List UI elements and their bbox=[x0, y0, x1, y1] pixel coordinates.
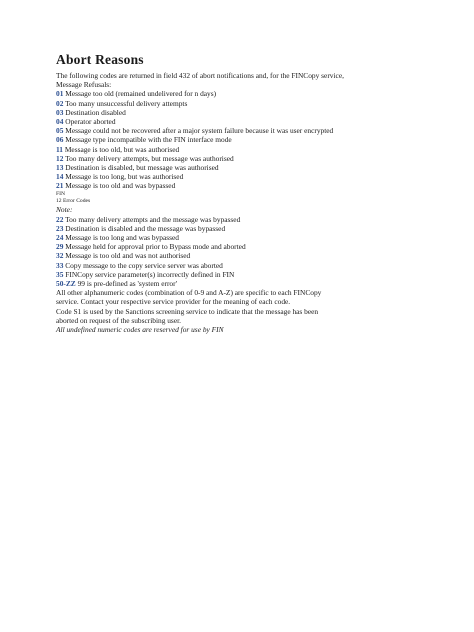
s1-code-line: aborted on request of the subscribing user. bbox=[56, 315, 181, 325]
code-item bbox=[56, 270, 456, 279]
code-number: 04 bbox=[56, 117, 64, 127]
code-item bbox=[56, 145, 456, 154]
intro-line: Message Refusals: bbox=[56, 80, 112, 90]
intro-line: The following codes are returned in field 432 of abort notifications and, for the FINCopy service, bbox=[56, 71, 344, 80]
code-text: Too many unsuccessful delivery attempts bbox=[65, 98, 188, 108]
code-number: 01 bbox=[56, 89, 64, 99]
code-item bbox=[56, 154, 456, 163]
document-page bbox=[56, 52, 456, 334]
code-text: FINCopy service parameter(s) incorrectly defined in FIN bbox=[65, 269, 235, 279]
code-number: 22 bbox=[56, 214, 64, 224]
code-item bbox=[56, 215, 456, 224]
s1-code-line: Code S1 is used by the Sanctions screening service to indicate that the message has been bbox=[56, 306, 319, 316]
code-item bbox=[56, 279, 456, 288]
code-text: Message could not be recovered after a major system failure because it was user encrypted bbox=[65, 126, 334, 136]
other-codes-line: service. Contact your respective service provider for the meaning of each code. bbox=[56, 297, 291, 307]
code-number: 05 bbox=[56, 126, 64, 136]
code-text: Too many delivery attempts and the message was bypassed bbox=[65, 214, 241, 224]
code-number: 06 bbox=[56, 135, 64, 145]
code-number: 11 bbox=[56, 144, 63, 154]
code-item bbox=[56, 251, 456, 260]
code-item bbox=[56, 163, 456, 172]
code-item bbox=[56, 89, 456, 98]
code-item bbox=[56, 181, 456, 190]
code-number: 03 bbox=[56, 107, 64, 117]
code-number: 12 bbox=[56, 153, 64, 163]
code-item bbox=[56, 126, 456, 135]
code-item bbox=[56, 117, 456, 126]
code-item bbox=[56, 242, 456, 251]
code-text: 99 is pre-defined as 'system error' bbox=[77, 279, 177, 289]
code-text: Destination disabled bbox=[65, 107, 126, 117]
code-text: Too many delivery attempts, but message was authorised bbox=[65, 153, 234, 163]
code-number: 14 bbox=[56, 172, 64, 182]
code-text: Message too old (remained undelivered for n days) bbox=[65, 89, 217, 99]
code-item bbox=[56, 99, 456, 108]
code-list-b bbox=[56, 215, 456, 289]
code-number: 21 bbox=[56, 181, 64, 191]
code-text: Copy message to the copy service server was aborted bbox=[65, 260, 223, 270]
code-item bbox=[56, 172, 456, 181]
note-label: Note: bbox=[56, 205, 73, 215]
code-text: Destination is disabled and the message was bypassed bbox=[65, 223, 226, 233]
code-number: 32 bbox=[56, 251, 64, 261]
code-item bbox=[56, 224, 456, 233]
code-text: Message is too old and was not authorised bbox=[65, 251, 191, 261]
error-codes-label: 12 Error Codes bbox=[56, 198, 91, 205]
code-text: Message type incompatible with the FIN interface mode bbox=[65, 135, 232, 145]
code-list-a bbox=[56, 89, 456, 190]
code-number: 35 bbox=[56, 269, 64, 279]
code-text: Destination is disabled, but message was authorised bbox=[65, 163, 219, 173]
code-text: Operator aborted bbox=[65, 117, 116, 127]
code-number: 24 bbox=[56, 233, 64, 243]
fin-label: FIN bbox=[56, 190, 66, 197]
code-item bbox=[56, 233, 456, 242]
code-text: Message is too long, but was authorised bbox=[65, 172, 184, 182]
reserved-codes-note: All undefined numeric codes are reserved for use by FIN bbox=[56, 325, 224, 335]
code-number: 50-ZZ bbox=[56, 279, 76, 289]
code-item bbox=[56, 261, 456, 270]
code-text: Message is too old, but was authorised bbox=[64, 144, 180, 154]
other-codes-line: All other alphanumeric codes (combination of 0-9 and A-Z) are specific to each FINCopy bbox=[56, 288, 322, 298]
code-item bbox=[56, 135, 456, 144]
code-number: 23 bbox=[56, 223, 64, 233]
code-number: 13 bbox=[56, 163, 64, 173]
code-number: 33 bbox=[56, 260, 64, 270]
page-title: Abort Reasons bbox=[56, 52, 144, 67]
code-number: 29 bbox=[56, 242, 64, 252]
code-number: 02 bbox=[56, 98, 64, 108]
code-item bbox=[56, 108, 456, 117]
code-text: Message is too old and was bypassed bbox=[65, 181, 176, 191]
code-text: Message is too long and was bypassed bbox=[65, 233, 179, 243]
code-text: Message held for approval prior to Bypass mode and aborted bbox=[65, 242, 246, 252]
